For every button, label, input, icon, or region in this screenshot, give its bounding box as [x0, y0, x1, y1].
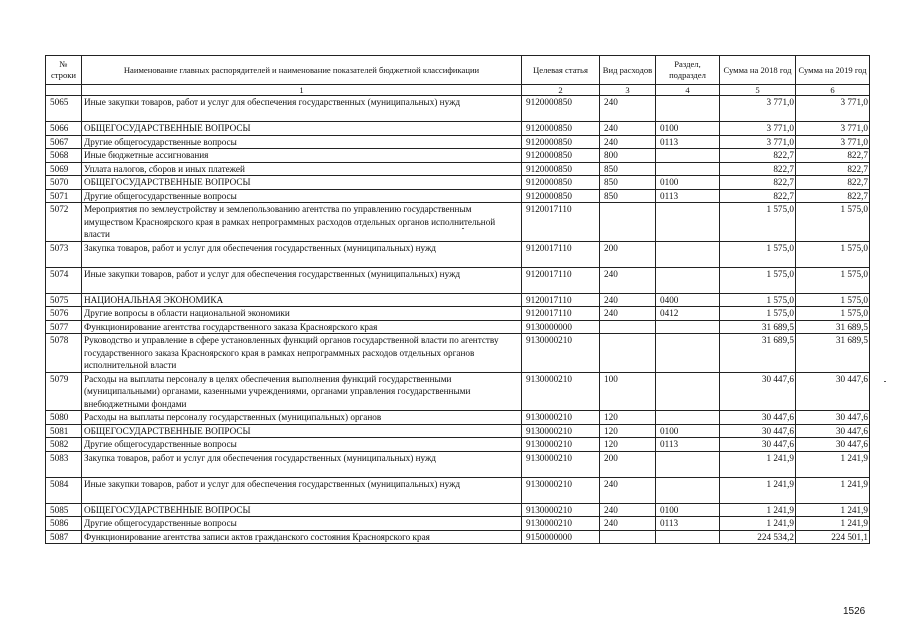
row-expense-type: 100 — [600, 372, 656, 411]
row-sum-2018: 30 447,6 — [720, 372, 796, 411]
row-name: ОБЩЕГОСУДАРСТВЕННЫЕ ВОПРОСЫ — [82, 176, 522, 190]
row-sum-2018: 31 689,5 — [720, 334, 796, 373]
row-target-item: 9120000850 — [522, 96, 600, 122]
row-sum-2018: 30 447,6 — [720, 438, 796, 452]
table-row — [46, 372, 870, 411]
table-row — [46, 176, 870, 190]
row-sum-2018: 30 447,6 — [720, 411, 796, 425]
row-sum-2019: 3 771,0 — [796, 96, 870, 122]
row-expense-type: 240 — [600, 135, 656, 149]
row-name: Другие общегосударственные вопросы — [82, 438, 522, 452]
row-expense-type — [600, 320, 656, 334]
table-row — [46, 411, 870, 425]
row-section: 0100 — [656, 122, 720, 136]
row-sum-2018: 1 241,9 — [720, 451, 796, 477]
column-number: 3 — [600, 85, 656, 96]
row-number: 5069 — [46, 162, 82, 176]
row-sum-2019: 1 241,9 — [796, 517, 870, 531]
row-target-item: 9120017110 — [522, 203, 600, 242]
row-target-item: 9120017110 — [522, 307, 600, 321]
row-expense-type: 200 — [600, 451, 656, 477]
table-row — [46, 96, 870, 122]
row-section — [656, 96, 720, 122]
row-target-item: 9120017110 — [522, 267, 600, 293]
row-sum-2018: 822,7 — [720, 176, 796, 190]
row-target-item: 9120017110 — [522, 241, 600, 267]
row-name: Другие общегосударственные вопросы — [82, 135, 522, 149]
row-target-item: 9150000000 — [522, 530, 600, 544]
row-target-item: 9120000850 — [522, 149, 600, 163]
row-section — [656, 149, 720, 163]
row-name: Закупка товаров, работ и услуг для обеспечения государственных (муниципальных) нужд — [82, 451, 522, 477]
row-sum-2019: 3 771,0 — [796, 122, 870, 136]
header-sum-2019: Сумма на 2019 год — [796, 56, 870, 85]
row-section: 0412 — [656, 307, 720, 321]
row-expense-type: 240 — [600, 503, 656, 517]
row-name: Мероприятия по землеустройству и землепользованию агентства по управлению государственным имуществом Красноярского края в рамках непрограммных расходов отдельных органов исполнительной власти — [82, 203, 522, 242]
row-sum-2019: 30 447,6 — [796, 372, 870, 411]
row-target-item: 9120000850 — [522, 189, 600, 203]
row-number: 5085 — [46, 503, 82, 517]
row-target-item: 9120000850 — [522, 122, 600, 136]
row-sum-2019: 30 447,6 — [796, 438, 870, 452]
row-name: Функционирование агентства государственного заказа Красноярского края — [82, 320, 522, 334]
scan-speck — [462, 228, 464, 229]
row-sum-2018: 1 575,0 — [720, 307, 796, 321]
row-sum-2019: 30 447,6 — [796, 411, 870, 425]
row-target-item: 9120000850 — [522, 162, 600, 176]
row-sum-2018: 1 575,0 — [720, 241, 796, 267]
row-target-item: 9130000000 — [522, 320, 600, 334]
table-row — [46, 189, 870, 203]
row-section: 0100 — [656, 176, 720, 190]
row-expense-type: 240 — [600, 96, 656, 122]
row-number: 5072 — [46, 203, 82, 242]
row-section: 0400 — [656, 293, 720, 307]
row-sum-2018: 30 447,6 — [720, 424, 796, 438]
row-sum-2018: 1 241,9 — [720, 517, 796, 531]
row-sum-2018: 1 575,0 — [720, 293, 796, 307]
row-name: НАЦИОНАЛЬНАЯ ЭКОНОМИКА — [82, 293, 522, 307]
row-section — [656, 372, 720, 411]
row-section — [656, 320, 720, 334]
table-row — [46, 267, 870, 293]
row-section — [656, 162, 720, 176]
header-expense-type: Вид расходов — [600, 56, 656, 85]
row-sum-2019: 1 241,9 — [796, 503, 870, 517]
row-number: 5066 — [46, 122, 82, 136]
row-expense-type — [600, 203, 656, 242]
row-expense-type — [600, 530, 656, 544]
row-name: Иные закупки товаров, работ и услуг для обеспечения государственных (муниципальных) нужд — [82, 96, 522, 122]
row-sum-2018: 3 771,0 — [720, 135, 796, 149]
row-expense-type: 800 — [600, 149, 656, 163]
row-expense-type: 850 — [600, 176, 656, 190]
row-sum-2019: 31 689,5 — [796, 334, 870, 373]
row-section: 0113 — [656, 189, 720, 203]
column-number: 2 — [522, 85, 600, 96]
row-section — [656, 267, 720, 293]
scan-speck — [884, 381, 886, 382]
row-sum-2019: 1 575,0 — [796, 241, 870, 267]
row-sum-2019: 1 575,0 — [796, 267, 870, 293]
row-number: 5087 — [46, 530, 82, 544]
row-expense-type: 850 — [600, 162, 656, 176]
row-number: 5065 — [46, 96, 82, 122]
column-number: 5 — [720, 85, 796, 96]
row-expense-type — [600, 334, 656, 373]
row-target-item: 9130000210 — [522, 372, 600, 411]
row-section: 0113 — [656, 517, 720, 531]
row-section — [656, 530, 720, 544]
row-sum-2018: 1 241,9 — [720, 477, 796, 503]
table-row — [46, 149, 870, 163]
row-name: Иные закупки товаров, работ и услуг для обеспечения государственных (муниципальных) нужд — [82, 267, 522, 293]
row-section — [656, 203, 720, 242]
table-row — [46, 517, 870, 531]
row-number: 5070 — [46, 176, 82, 190]
row-section — [656, 451, 720, 477]
row-sum-2019: 1 575,0 — [796, 307, 870, 321]
row-target-item: 9130000210 — [522, 411, 600, 425]
row-sum-2018: 31 689,5 — [720, 320, 796, 334]
row-target-item: 9120000850 — [522, 176, 600, 190]
table-row — [46, 241, 870, 267]
column-number — [46, 85, 82, 96]
table-row — [46, 203, 870, 242]
row-sum-2018: 3 771,0 — [720, 96, 796, 122]
row-name: Иные бюджетные ассигнования — [82, 149, 522, 163]
row-sum-2018: 822,7 — [720, 189, 796, 203]
row-sum-2019: 1 241,9 — [796, 451, 870, 477]
row-sum-2019: 224 501,1 — [796, 530, 870, 544]
row-name: Другие общегосударственные вопросы — [82, 189, 522, 203]
table-row — [46, 320, 870, 334]
row-sum-2019: 1 241,9 — [796, 477, 870, 503]
row-sum-2018: 3 771,0 — [720, 122, 796, 136]
column-number-row — [46, 85, 870, 96]
table-body — [46, 96, 870, 544]
row-name: ОБЩЕГОСУДАРСТВЕННЫЕ ВОПРОСЫ — [82, 503, 522, 517]
row-expense-type: 120 — [600, 424, 656, 438]
table-row — [46, 307, 870, 321]
row-section — [656, 411, 720, 425]
row-sum-2019: 822,7 — [796, 162, 870, 176]
row-target-item: 9130000210 — [522, 451, 600, 477]
row-expense-type: 240 — [600, 293, 656, 307]
table-row — [46, 122, 870, 136]
row-target-item: 9120017110 — [522, 293, 600, 307]
row-name: Расходы на выплаты персоналу в целях обеспечения выполнения функций государственными (муниципальными) органами, казенными учреждениями, органами управления государственными внебюджетными фондами — [82, 372, 522, 411]
row-section: 0100 — [656, 424, 720, 438]
row-number: 5079 — [46, 372, 82, 411]
row-name: Закупка товаров, работ и услуг для обеспечения государственных (муниципальных) нужд — [82, 241, 522, 267]
row-expense-type: 120 — [600, 411, 656, 425]
row-sum-2018: 224 534,2 — [720, 530, 796, 544]
row-name: Функционирование агентства записи актов гражданского состояния Красноярского края — [82, 530, 522, 544]
row-number: 5074 — [46, 267, 82, 293]
table-row — [46, 503, 870, 517]
row-sum-2018: 822,7 — [720, 149, 796, 163]
row-sum-2019: 3 771,0 — [796, 135, 870, 149]
header-name: Наименование главных распорядителей и наименование показателей бюджетной классификации — [82, 56, 522, 85]
budget-table — [45, 55, 870, 544]
row-sum-2019: 822,7 — [796, 189, 870, 203]
row-target-item: 9130000210 — [522, 438, 600, 452]
header-section: Раздел, подраздел — [656, 56, 720, 85]
row-target-item: 9130000210 — [522, 424, 600, 438]
row-sum-2019: 1 575,0 — [796, 293, 870, 307]
table-row — [46, 424, 870, 438]
row-target-item: 9130000210 — [522, 517, 600, 531]
row-sum-2019: 822,7 — [796, 176, 870, 190]
row-expense-type: 850 — [600, 189, 656, 203]
row-sum-2018: 822,7 — [720, 162, 796, 176]
table-row — [46, 135, 870, 149]
row-expense-type: 120 — [600, 438, 656, 452]
table-header-row — [46, 56, 870, 85]
row-name: Другие общегосударственные вопросы — [82, 517, 522, 531]
row-number: 5068 — [46, 149, 82, 163]
budget-table-sheet — [45, 55, 870, 544]
row-number: 5067 — [46, 135, 82, 149]
row-number: 5082 — [46, 438, 82, 452]
row-number: 5073 — [46, 241, 82, 267]
row-target-item: 9120000850 — [522, 135, 600, 149]
table-row — [46, 530, 870, 544]
row-name: Другие вопросы в области национальной экономики — [82, 307, 522, 321]
column-number: 4 — [656, 85, 720, 96]
table-row — [46, 438, 870, 452]
table-row — [46, 293, 870, 307]
row-number: 5071 — [46, 189, 82, 203]
header-sum-2018: Сумма на 2018 год — [720, 56, 796, 85]
row-target-item: 9130000210 — [522, 334, 600, 373]
row-expense-type: 200 — [600, 241, 656, 267]
row-number: 5083 — [46, 451, 82, 477]
row-number: 5076 — [46, 307, 82, 321]
row-sum-2019: 31 689,5 — [796, 320, 870, 334]
row-target-item: 9130000210 — [522, 503, 600, 517]
row-section: 0113 — [656, 438, 720, 452]
row-expense-type: 240 — [600, 267, 656, 293]
table-row — [46, 162, 870, 176]
row-number: 5084 — [46, 477, 82, 503]
row-sum-2019: 30 447,6 — [796, 424, 870, 438]
row-number: 5086 — [46, 517, 82, 531]
row-sum-2018: 1 575,0 — [720, 267, 796, 293]
row-number: 5080 — [46, 411, 82, 425]
row-section: 0100 — [656, 503, 720, 517]
row-section — [656, 477, 720, 503]
column-number: 6 — [796, 85, 870, 96]
row-sum-2018: 1 575,0 — [720, 203, 796, 242]
row-name: Расходы на выплаты персоналу государственных (муниципальных) органов — [82, 411, 522, 425]
row-name: Уплата налогов, сборов и иных платежей — [82, 162, 522, 176]
page-number: 1526 — [843, 606, 866, 617]
row-number: 5075 — [46, 293, 82, 307]
row-number: 5081 — [46, 424, 82, 438]
row-name: Иные закупки товаров, работ и услуг для обеспечения государственных (муниципальных) нужд — [82, 477, 522, 503]
row-sum-2018: 1 241,9 — [720, 503, 796, 517]
header-row-number: № строки — [46, 56, 82, 85]
row-number: 5078 — [46, 334, 82, 373]
header-target-item: Целевая статья — [522, 56, 600, 85]
row-expense-type: 240 — [600, 517, 656, 531]
table-row — [46, 477, 870, 503]
row-section: 0113 — [656, 135, 720, 149]
table-row — [46, 451, 870, 477]
table-row — [46, 334, 870, 373]
row-name: Руководство и управление в сфере установленных функций органов государственной власти по агентству государственного заказа Красноярского края в рамках непрограммных расходов отдельных органов исполнительной власти — [82, 334, 522, 373]
row-number: 5077 — [46, 320, 82, 334]
column-number: 1 — [82, 85, 522, 96]
row-sum-2019: 1 575,0 — [796, 203, 870, 242]
row-section — [656, 241, 720, 267]
row-expense-type: 240 — [600, 477, 656, 503]
row-expense-type: 240 — [600, 307, 656, 321]
row-expense-type: 240 — [600, 122, 656, 136]
row-section — [656, 334, 720, 373]
row-target-item: 9130000210 — [522, 477, 600, 503]
row-sum-2019: 822,7 — [796, 149, 870, 163]
row-name: ОБЩЕГОСУДАРСТВЕННЫЕ ВОПРОСЫ — [82, 122, 522, 136]
row-name: ОБЩЕГОСУДАРСТВЕННЫЕ ВОПРОСЫ — [82, 424, 522, 438]
